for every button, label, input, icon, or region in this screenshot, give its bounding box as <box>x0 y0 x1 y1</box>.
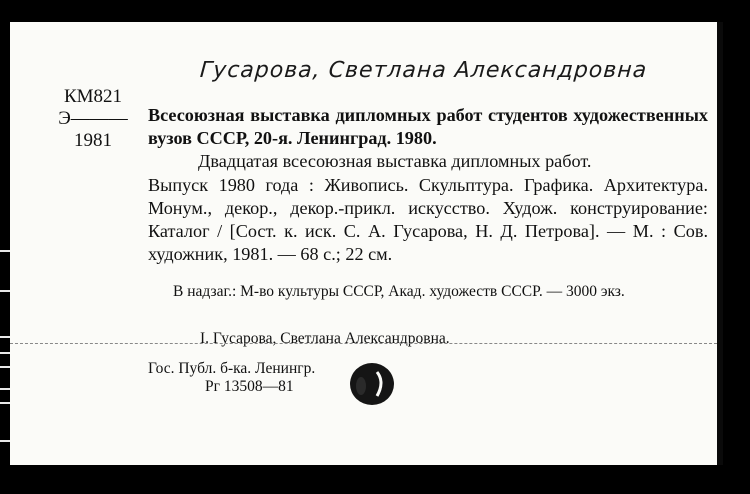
card-right-edge <box>717 22 723 465</box>
library-number: Рг 13508—81 <box>205 378 294 395</box>
shelf-index: Э——— <box>58 108 128 129</box>
shelf-mark <box>48 86 138 152</box>
library-imprint <box>148 360 315 396</box>
entry-description: Выпуск 1980 года : Живопись. Скульптура. Графика. Архитектура. Монум., декор., декор.-прикл. искусство. Худож. конструирование: Каталог / [Сост. к. иск. С. А. Гусарова, Н. Д. Петрова]. — М. : Сов. художник, 1981. — 68 с.; 22 см. <box>148 174 708 265</box>
entry-note <box>148 283 708 301</box>
entry-heading: Всесоюзная выставка дипломных работ студентов художественных вузов СССР, 20-я. Ленинград. 1980. <box>148 105 708 149</box>
library-name: Гос. Публ. б-ка. Ленингр. <box>148 360 316 377</box>
shelf-year: 1981 <box>74 130 112 151</box>
handwritten-author-name: Гусарова, Светлана Александровна <box>199 58 649 83</box>
ink-stamp-icon <box>347 360 397 408</box>
note-text: В надзаг.: М-во культуры СССР, Акад. художеств СССР. — 3000 экз. <box>173 283 625 300</box>
tracing-line: I. Гусарова, Светлана Александровна. <box>200 330 450 347</box>
shelf-code: КМ821 <box>63 86 123 107</box>
dashed-divider <box>10 343 717 344</box>
entry-title-line: Двадцатая всесоюзная выставка дипломных работ. <box>198 151 592 172</box>
catalog-entry <box>148 104 708 266</box>
